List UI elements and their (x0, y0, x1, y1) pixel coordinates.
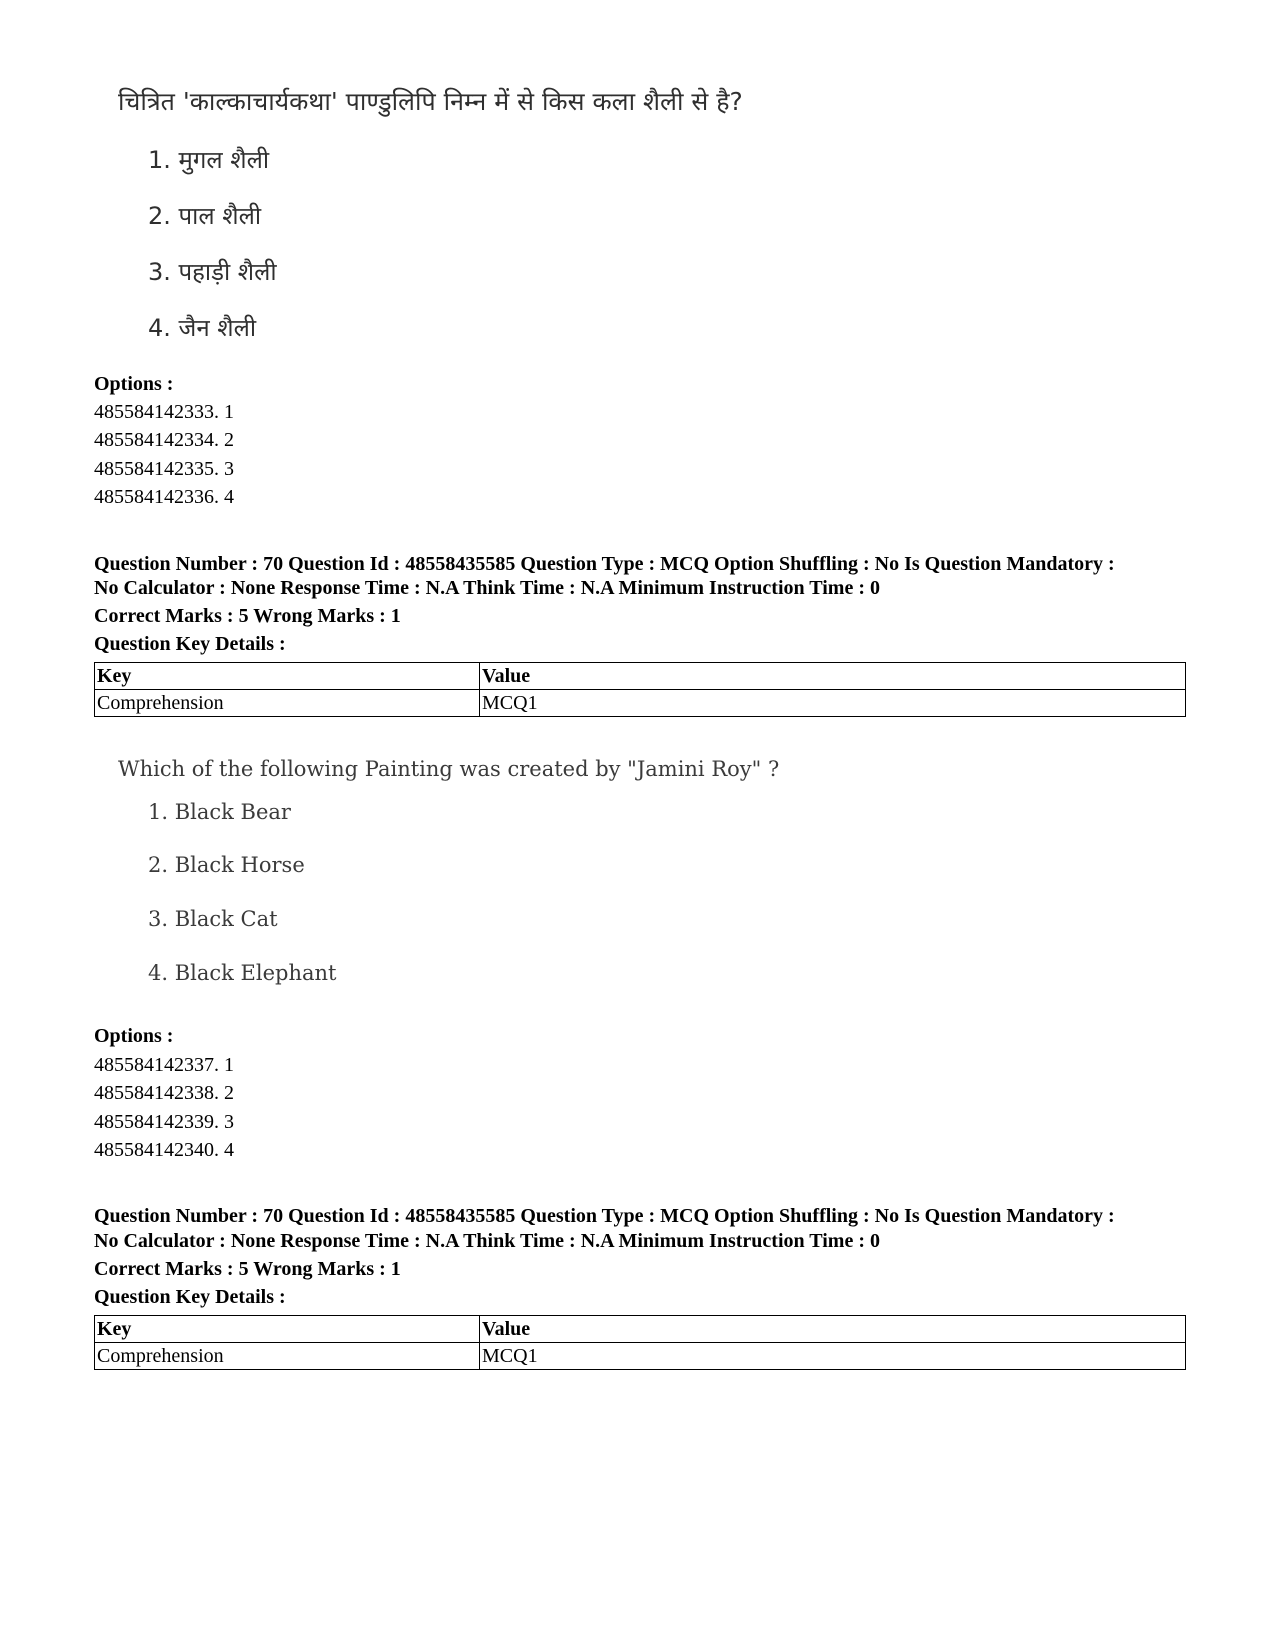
table-header-value: Value (480, 663, 1186, 690)
table-header-key: Key (95, 1316, 480, 1343)
table-row (95, 690, 1186, 717)
table-cell-key: Comprehension (95, 690, 480, 717)
question-meta-line: Question Number : 70 Question Id : 48558435585 Question Type : MCQ Option Shuffling : No Is Question Mandatory : (94, 553, 1115, 575)
key-details-heading: Question Key Details : (94, 633, 286, 655)
option-id: 485584142337. 1 (94, 1054, 234, 1076)
question-choice: 3. पहाड़ी शैली (148, 258, 277, 286)
table-cell-key: Comprehension (95, 1343, 480, 1370)
table-header-row (95, 663, 1186, 690)
option-id: 485584142333. 1 (94, 401, 234, 423)
option-id: 485584142336. 4 (94, 486, 234, 508)
question-text: Which of the following Painting was created by "Jamini Roy" ? (118, 757, 780, 781)
table-header-key: Key (95, 663, 480, 690)
question-text-hindi: चित्रित 'काल्काचार्यकथा' पाण्डुलिपि निम्न में से किस कला शैली से है? (118, 87, 743, 116)
question-choice: 4. जैन शैली (148, 314, 257, 342)
table-row (95, 1343, 1186, 1370)
marks-line: Correct Marks : 5 Wrong Marks : 1 (94, 1258, 401, 1280)
question-meta-line: Question Number : 70 Question Id : 48558435585 Question Type : MCQ Option Shuffling : No Is Question Mandatory : (94, 1205, 1115, 1227)
table-cell-value: MCQ1 (480, 1343, 1186, 1370)
question-choice: 3. Black Cat (148, 907, 278, 931)
table-header-value: Value (480, 1316, 1186, 1343)
question-choice: 2. पाल शैली (148, 202, 262, 230)
key-details-heading: Question Key Details : (94, 1286, 286, 1308)
option-id: 485584142340. 4 (94, 1139, 234, 1161)
option-id: 485584142339. 3 (94, 1111, 234, 1133)
options-heading: Options : (94, 373, 174, 395)
marks-line: Correct Marks : 5 Wrong Marks : 1 (94, 605, 401, 627)
option-id: 485584142338. 2 (94, 1082, 234, 1104)
option-id: 485584142335. 3 (94, 458, 234, 480)
question-choice: 2. Black Horse (148, 853, 305, 877)
table-cell-value: MCQ1 (480, 690, 1186, 717)
question-meta-line: No Calculator : None Response Time : N.A Think Time : N.A Minimum Instruction Time : 0 (94, 577, 880, 599)
question-choice: 1. मुगल शैली (148, 146, 270, 174)
table-header-row (95, 1316, 1186, 1343)
question-choice: 4. Black Elephant (148, 961, 337, 985)
key-details-table (94, 1315, 1186, 1370)
question-meta-line: No Calculator : None Response Time : N.A Think Time : N.A Minimum Instruction Time : 0 (94, 1230, 880, 1252)
options-heading: Options : (94, 1025, 174, 1047)
question-choice: 1. Black Bear (148, 800, 291, 824)
option-id: 485584142334. 2 (94, 429, 234, 451)
key-details-table (94, 662, 1186, 717)
